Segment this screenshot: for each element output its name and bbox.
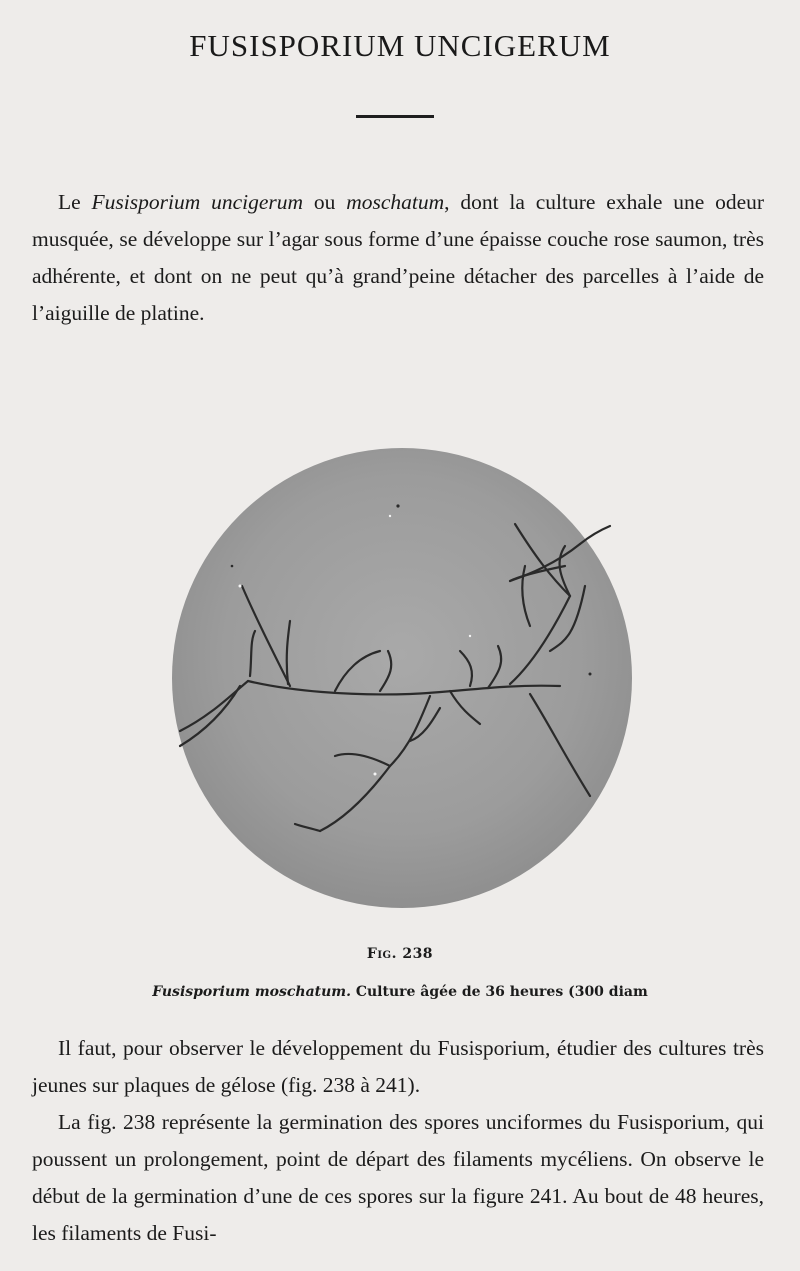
- intro-rest: , dont la culture exhale une odeur musquée, se développe sur l’agar sous forme d’une épaisse couche rose saumon, très adhérente, et dont on ne peut qu’à grand’peine détacher des parcelles à l’aide de l’aiguille de platine.: [32, 190, 765, 325]
- body-paragraph-2: La fig. 238 représente la germination des spores unciformes du Fusisporium, qui poussent un prolongement, point de départ des filaments mycéliens. On observe le début de la germination d’une de ces spores sur la figure 241. Au bout de 48 heures, les filaments de Fusi-: [32, 1110, 764, 1245]
- page-title: FUSISPORIUM UNCIGERUM: [189, 28, 611, 63]
- micrograph-image: [170, 446, 634, 910]
- species-name: Fusisporium uncigerum: [91, 190, 304, 214]
- intro-paragraph: [32, 184, 764, 332]
- microscope-field: [172, 448, 632, 908]
- figure-caption: [0, 984, 800, 1000]
- title-rule: [356, 115, 434, 118]
- caption-species: Fusisporium moschatum.: [152, 984, 351, 1000]
- caption-rest: Culture âgée de 36 heures (300 diam: [350, 984, 648, 1000]
- alt-species-name: moschatum: [346, 190, 445, 214]
- intro-ou: ou: [313, 190, 336, 214]
- body-paragraph-1: Il faut, pour observer le développement du Fusisporium, étudier des cultures très jeunes sur plaques de gélose (fig. 238 à 241).: [32, 1036, 764, 1097]
- micrograph-figure: [170, 446, 634, 910]
- figure-label: Fig. 238: [366, 946, 434, 962]
- intro-le: Le: [58, 190, 81, 214]
